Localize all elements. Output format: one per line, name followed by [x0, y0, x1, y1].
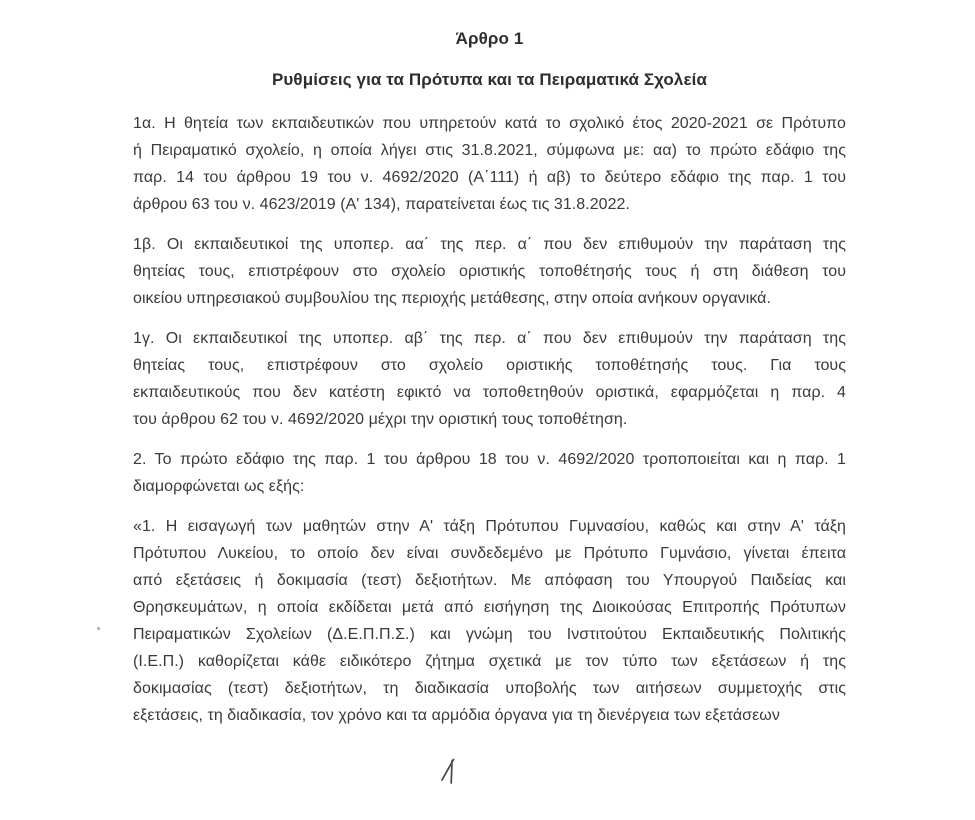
text-line: άρθρου 63 του ν. 4623/2019 (Α' 134), παρατείνεται έως τις 31.8.2022. [133, 196, 630, 213]
text-line: δοκιμασίας (τεστ) δεξιοτήτων, τη διαδικασία υποβολής των αιτήσεων συμμετοχής στις [133, 680, 846, 697]
document-body [133, 110, 846, 742]
article-subtitle: Ρυθμίσεις για τα Πρότυπα και τα Πειραματικά Σχολεία [271, 70, 707, 89]
handwritten-page-number [437, 751, 463, 787]
text-line: «1. Η εισαγωγή των μαθητών στην Α' τάξη Πρότυπου Γυμνασίου, καθώς και στην Α' τάξη [133, 518, 846, 535]
text-line: 1α. Η θητεία των εκπαιδευτικών που υπηρετούν κατά το σχολικό έτος 2020-2021 σε Πρότυπο [133, 115, 846, 132]
text-line: οικείου υπηρεσιακού συμβουλίου της περιοχής μετάθεσης, στην οποία ανήκουν οργανικά. [133, 290, 771, 307]
text-line: 1γ. Οι εκπαιδευτικοί της υποπερ. αβ΄ της περ. α΄ που δεν επιθυμούν την παράταση της [133, 330, 846, 347]
article-title: Άρθρο 1 [455, 29, 524, 48]
text-line: ή Πειραματικό σχολείο, η οποία λήγει στις 31.8.2021, σύμφωνα με: αα) το πρώτο εδάφιο της [133, 142, 846, 159]
paragraph [133, 110, 846, 218]
paragraph [133, 446, 846, 500]
paragraph [133, 513, 846, 729]
text-line: Πειραματικών Σχολείων (Δ.Ε.Π.Π.Σ.) και γνώμη του Ινστιτούτου Εκπαιδευτικής Πολιτικής [133, 626, 846, 643]
text-line: Θρησκευμάτων, η οποία εκδίδεται μετά από εισήγηση της Διοικούσας Επιτροπής Πρότυπων [133, 599, 846, 616]
text-line: από εξετάσεις ή δοκιμασία (τεστ) δεξιοτήτων. Με απόφαση του Υπουργού Παιδείας και [133, 572, 846, 589]
text-line: του άρθρου 62 του ν. 4692/2020 μέχρι την οριστική τους τοποθέτηση. [133, 411, 628, 428]
text-line: εκπαιδευτικούς που δεν κατέστη εφικτό να τοποθετηθούν οριστικά, εφαρμόζεται η παρ. 4 [133, 384, 846, 401]
text-line: παρ. 14 του άρθρου 19 του ν. 4692/2020 (Α΄111) ή αβ) το δεύτερο εδάφιο της παρ. 1 του [133, 169, 846, 186]
text-line: εξετάσεις, τη διαδικασία, τον χρόνο και τα αρμόδια όργανα για τη διενέργεια των εξετάσεων [133, 707, 780, 724]
text-line: θητείας τους, επιστρέφουν στο σχολείο οριστικής τοποθέτησής τους ή στη διάθεση του [133, 263, 846, 280]
text-line: 1β. Οι εκπαιδευτικοί της υποπερ. αα΄ της περ. α΄ που δεν επιθυμούν την παράταση της [133, 236, 846, 253]
text-line: διαμορφώνεται ως εξής: [133, 478, 305, 495]
paragraph [133, 325, 846, 433]
text-line: θητείας τους, επιστρέφουν στο σχολείο οριστικής τοποθέτησής τους. Για τους [133, 357, 846, 374]
scan-speck [97, 627, 100, 630]
paragraph [133, 231, 846, 312]
text-line: Πρότυπου Λυκείου, το οποίο δεν είναι συνδεδεμένο με Πρότυπο Γυμνάσιο, γίνεται έπειτα [133, 545, 846, 562]
text-line: 2. Το πρώτο εδάφιο της παρ. 1 του άρθρου 18 του ν. 4692/2020 τροποποιείται και η παρ. 1 [133, 451, 846, 468]
text-line: (Ι.Ε.Π.) καθορίζεται κάθε ειδικότερο ζήτημα σχετικά με τον τύπο των εξετάσεων ή της [133, 653, 846, 670]
